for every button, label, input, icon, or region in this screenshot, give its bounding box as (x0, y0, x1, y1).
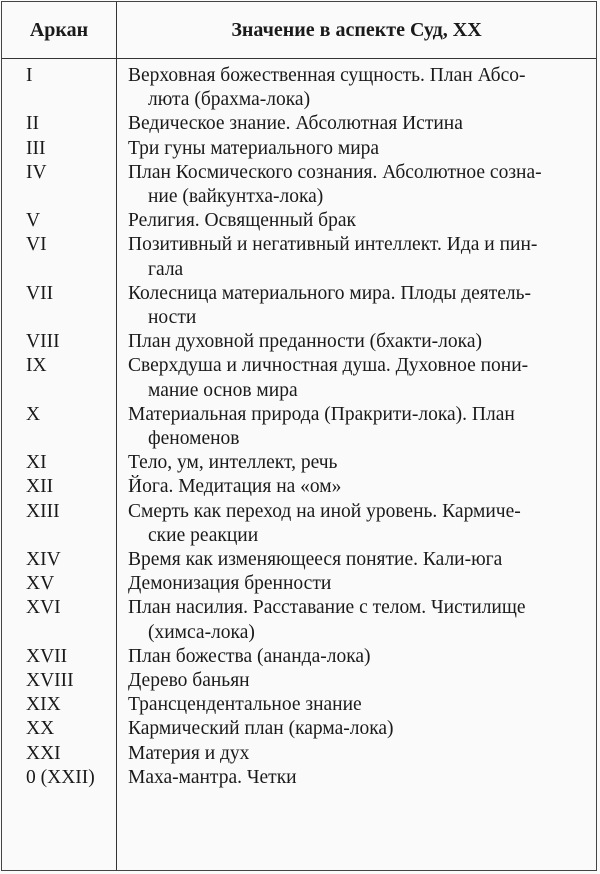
meaning-line: Тело, ум, интеллект, речь (128, 452, 338, 474)
meaning-line: Религия. Освященный брак (128, 210, 356, 232)
table-row (2, 742, 596, 766)
arcan-cell: XII (26, 476, 54, 498)
meaning-cell (116, 282, 596, 330)
meaning-cell (116, 766, 596, 790)
table-row (2, 693, 596, 717)
arcan-cell: XIV (26, 549, 61, 571)
arcan-cell: VIII (26, 331, 60, 353)
meaning-cell (116, 161, 596, 209)
meaning-cell (116, 112, 596, 136)
table-row (2, 572, 596, 596)
meaning-line: Ведическое знание. Абсолютная Истина (128, 113, 463, 135)
meaning-cell (116, 742, 596, 766)
meaning-line: Время как изменяющееся понятие. Кали-юга (128, 549, 503, 571)
table-row (2, 500, 596, 548)
arcan-cell: XI (26, 452, 47, 474)
table-row (2, 548, 596, 572)
arcan-cell: IV (26, 161, 47, 183)
meaning-cell (116, 209, 596, 233)
table-row (2, 354, 596, 402)
arcan-cell: VII (26, 282, 54, 304)
meaning-cell (116, 500, 596, 548)
meaning-line-continuation: феноменов (148, 428, 240, 450)
meaning-cell (116, 354, 596, 402)
table-row (2, 137, 596, 161)
table-row (2, 596, 596, 644)
meaning-cell (116, 64, 596, 112)
meaning-cell (116, 137, 596, 161)
arcan-cell: XVII (26, 645, 68, 667)
header-arcan: Аркан (29, 18, 89, 41)
meaning-cell (116, 572, 596, 596)
meaning-line: Позитивный и негативный интеллект. Ида и пин- (128, 234, 538, 256)
meaning-cell (116, 717, 596, 741)
header-divider (2, 58, 596, 59)
arcana-table (1, 1, 597, 871)
meaning-line-continuation: гала (148, 258, 184, 280)
meaning-line: Маха-мантра. Четки (128, 766, 297, 788)
table-row (2, 403, 596, 451)
arcan-cell: III (26, 137, 46, 159)
meaning-line-continuation: (химса-лока) (148, 621, 255, 643)
table-row (2, 161, 596, 209)
meaning-line: Дерево баньян (128, 670, 250, 692)
meaning-line: Трансцендентальное знание (128, 694, 362, 716)
table-row (2, 282, 596, 330)
meaning-line: План насилия. Расставание с телом. Чистилище (128, 597, 526, 619)
meaning-cell (116, 475, 596, 499)
arcan-cell: IX (26, 355, 47, 377)
meaning-line: Демонизация бренности (128, 573, 332, 595)
table-row (2, 766, 596, 790)
table-row (2, 475, 596, 499)
meaning-line-continuation: ские реакции (148, 524, 259, 546)
table-row (2, 233, 596, 281)
table-row (2, 330, 596, 354)
arcan-cell: V (26, 210, 41, 232)
meaning-cell (116, 548, 596, 572)
meaning-line: Смерть как переход на иной уровень. Кармиче- (128, 500, 521, 522)
arcan-cell: X (26, 403, 41, 425)
table-row (2, 669, 596, 693)
meaning-line: Сверхдуша и личностная душа. Духовное пони- (128, 355, 529, 377)
meaning-cell (116, 693, 596, 717)
arcan-cell: VI (26, 234, 47, 256)
table-row (2, 451, 596, 475)
meaning-line: Колесница материального мира. Плоды деятель- (128, 282, 532, 304)
table-body (2, 64, 596, 790)
meaning-line: Материальная природа (Пракрити-лока). План (128, 403, 515, 425)
meaning-line: Три гуны материального мира (128, 137, 380, 159)
meaning-line: План духовной преданности (бхакти-лока) (128, 331, 482, 353)
meaning-cell (116, 330, 596, 354)
table-row (2, 645, 596, 669)
arcan-cell: XIX (26, 694, 61, 716)
table-row (2, 717, 596, 741)
arcan-cell: XXI (26, 742, 61, 764)
arcan-cell: XVI (26, 597, 61, 619)
arcan-cell: 0 (XXII) (26, 766, 95, 788)
meaning-line-continuation: мание основ мира (148, 379, 298, 401)
arcan-cell: XIII (26, 500, 60, 522)
arcan-cell: II (26, 113, 39, 135)
arcan-cell: I (26, 65, 33, 86)
meaning-line: План Космического сознания. Абсолютное созна- (128, 161, 542, 183)
meaning-line-continuation: ние (вайкунтха-лока) (148, 186, 324, 208)
meaning-line-continuation: люта (брахма-лока) (148, 89, 311, 111)
meaning-line: Материя и дух (128, 742, 250, 764)
meaning-cell (116, 233, 596, 281)
arcan-cell: XX (26, 718, 55, 740)
meaning-line: Кармический план (карма-лока) (128, 718, 394, 740)
meaning-cell (116, 451, 596, 475)
meaning-cell (116, 645, 596, 669)
meaning-cell (116, 596, 596, 644)
arcan-cell: XVIII (26, 670, 74, 692)
meaning-line: Верховная божественная сущность. План Абсо- (128, 65, 526, 86)
meaning-line: Йога. Медитация на «ом» (128, 476, 342, 498)
meaning-line: План божества (ананда-лока) (128, 645, 371, 667)
header-meaning: Значение в аспекте Суд, XX (231, 18, 482, 41)
meaning-cell (116, 403, 596, 451)
arcan-cell: XV (26, 573, 55, 595)
meaning-cell (116, 669, 596, 693)
meaning-line-continuation: ности (148, 307, 197, 329)
table-row (2, 209, 596, 233)
table-row (2, 64, 596, 112)
table-row (2, 112, 596, 136)
